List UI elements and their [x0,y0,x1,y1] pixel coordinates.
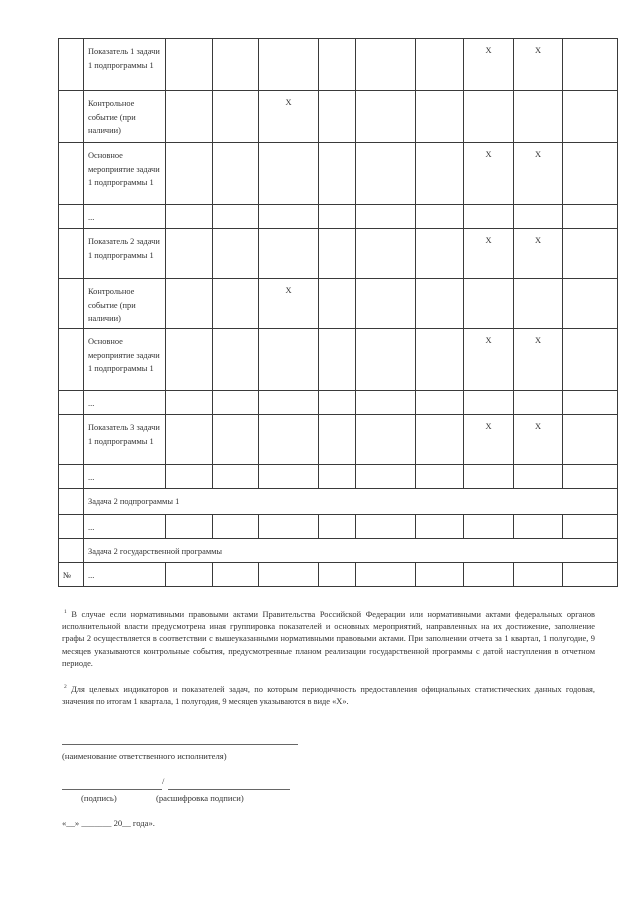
table-row [59,415,618,465]
table-cell [563,563,618,587]
table-cell [416,515,464,539]
table-cell [166,143,213,205]
table-cell [356,391,416,415]
row-label: Показатель 1 задачи 1 подпрограммы 1 [84,39,166,91]
row-label: ... [84,515,166,539]
report-table [58,38,618,587]
table-cell [356,415,416,465]
mark-cell: X [259,279,319,329]
table-cell [213,279,259,329]
row-label: ... [84,391,166,415]
table-cell [416,205,464,229]
table-cell [416,465,464,489]
table-row [59,465,618,489]
table-cell [319,279,356,329]
table-row [59,91,618,143]
table-row [59,391,618,415]
footnote-2-mark: 2 [64,684,67,691]
table-cell [356,279,416,329]
table-cell [59,465,84,489]
task2-program-heading: Задача 2 государственной программы [84,539,618,563]
table-cell [356,515,416,539]
table-cell [563,39,618,91]
table-cell [514,563,563,587]
mark-cell [259,229,319,279]
table-cell [563,391,618,415]
table-cell [356,39,416,91]
table-cell [563,205,618,229]
mark-cell [514,465,563,489]
mark-cell [259,205,319,229]
mark-cell [514,391,563,415]
table-cell [416,563,464,587]
table-cell [59,229,84,279]
table-row [59,515,618,539]
signature-decode-line [168,789,290,790]
mark-cell: X [514,329,563,391]
table-cell [166,279,213,329]
table-row [59,563,618,587]
mark-cell: X [464,39,514,91]
table-cell [563,143,618,205]
table-cell [319,143,356,205]
table-cell [259,515,319,539]
table-cell [213,91,259,143]
mark-cell [514,205,563,229]
table-cell [319,329,356,391]
row-label: ... [84,563,166,587]
footnotes [62,606,595,708]
footnote-1-text: В случае если нормативными правовыми актами Правительства Российской Федерации или нормативными актами федеральных органов исполнительной власти предусмотрена иная группировка показателей и основных мероприятий, направленных на их достижение, заполнение графы 2 осуществляется в соответствии с вышеуказанными нормативными правовыми актами. При заполнении отчета за 1 квартал, 1 полугодие, 9 месяцев указываются контрольные события, предусмотренные планом реализации государственной программы с датой наступления в отчетном периоде. [62,610,596,668]
mark-cell [259,391,319,415]
row-label: Основное мероприятие задачи 1 подпрограммы 1 [84,329,166,391]
row-label: Показатель 2 задачи 1 подпрограммы 1 [84,229,166,279]
mark-cell: X [259,91,319,143]
table-cell [59,329,84,391]
signature-slash: / [162,776,165,786]
table-cell [166,391,213,415]
table-cell [166,465,213,489]
table-cell [213,229,259,279]
table-row [59,143,618,205]
table-cell [416,143,464,205]
table-row [59,205,618,229]
table-cell [213,39,259,91]
table-cell [319,391,356,415]
table-row [59,279,618,329]
table-cell [166,415,213,465]
table-cell [59,415,84,465]
table-cell [356,563,416,587]
table-cell [356,329,416,391]
table-cell [416,229,464,279]
mark-cell [259,465,319,489]
table-cell [59,279,84,329]
mark-cell [464,391,514,415]
table-cell [319,415,356,465]
table-cell [319,465,356,489]
table-cell [464,515,514,539]
mark-cell: X [514,229,563,279]
table-cell [59,515,84,539]
table-cell [166,515,213,539]
mark-cell [514,91,563,143]
table-cell [416,415,464,465]
table-row [59,539,618,563]
table-cell [166,563,213,587]
footnote-1-mark: 1 [64,609,67,615]
mark-cell: X [464,329,514,391]
table-cell [166,205,213,229]
executor-line [62,744,298,745]
table-cell [416,329,464,391]
table-cell [319,563,356,587]
table-cell [166,91,213,143]
mark-cell: X [514,39,563,91]
table-cell [59,539,84,563]
task2-subprogram-heading: Задача 2 подпрограммы 1 [84,489,618,515]
footnote-2 [62,681,595,708]
date-line: «__» _______ 20__ года». [62,818,155,828]
mark-cell [259,143,319,205]
table-cell [356,229,416,279]
table-cell [213,391,259,415]
footnote-1 [62,606,595,670]
row-label: Контрольное событие (при наличии) [84,91,166,143]
mark-cell [259,39,319,91]
mark-cell [464,465,514,489]
row-label: ... [84,205,166,229]
mark-cell [464,279,514,329]
table-row [59,489,618,515]
table-cell [356,91,416,143]
table-cell [563,91,618,143]
table-cell [213,329,259,391]
table-cell [213,563,259,587]
table-cell [319,205,356,229]
row-label: Контрольное событие (при наличии) [84,279,166,329]
table-cell [213,415,259,465]
table-cell [166,229,213,279]
row-label: Показатель 3 задачи 1 подпрограммы 1 [84,415,166,465]
mark-cell [259,415,319,465]
table-cell [563,279,618,329]
table-cell [416,91,464,143]
table-cell [563,329,618,391]
executor-caption: (наименование ответственного исполнителя) [62,751,227,761]
mark-cell [514,279,563,329]
table-cell [563,229,618,279]
mark-cell [464,205,514,229]
table-cell [319,229,356,279]
mark-cell: X [514,415,563,465]
mark-cell [259,329,319,391]
table-cell [213,143,259,205]
signature-caption: (подпись) [81,793,117,803]
mark-cell [464,91,514,143]
table-cell [356,465,416,489]
table-cell [166,39,213,91]
mark-cell: X [464,229,514,279]
row-label: ... [84,465,166,489]
table-cell [59,391,84,415]
table-cell [356,205,416,229]
table-cell [563,415,618,465]
mark-cell: X [464,143,514,205]
table-cell [166,329,213,391]
table-cell [213,205,259,229]
table-cell [416,279,464,329]
table-cell [59,489,84,515]
table-cell [319,91,356,143]
table-cell [563,465,618,489]
table-cell [259,563,319,587]
table-cell [416,39,464,91]
table-cell [563,515,618,539]
signature-line [62,789,162,790]
table-cell [514,515,563,539]
table-cell [59,143,84,205]
table-row [59,39,618,91]
table-cell [416,391,464,415]
mark-cell: X [514,143,563,205]
row-label: Основное мероприятие задачи 1 подпрограммы 1 [84,143,166,205]
table-cell [213,465,259,489]
footnote-2-text: Для целевых индикаторов и показателей задач, по которым периодичность предоставления официальных статистических данных годовая, значения по итогам 1 квартала, 1 полугодия, 9 месяцев указываются в виде «Х». [62,685,595,707]
table-cell [356,143,416,205]
table-cell [319,39,356,91]
mark-cell: X [464,415,514,465]
table-row [59,229,618,279]
signature-decode-caption: (расшифровка подписи) [156,793,244,803]
table-cell [213,515,259,539]
table-cell [59,205,84,229]
table-cell [464,563,514,587]
table-cell [319,515,356,539]
table-cell [59,91,84,143]
number-sign: № [59,563,84,587]
table-row [59,329,618,391]
table-cell [59,39,84,91]
